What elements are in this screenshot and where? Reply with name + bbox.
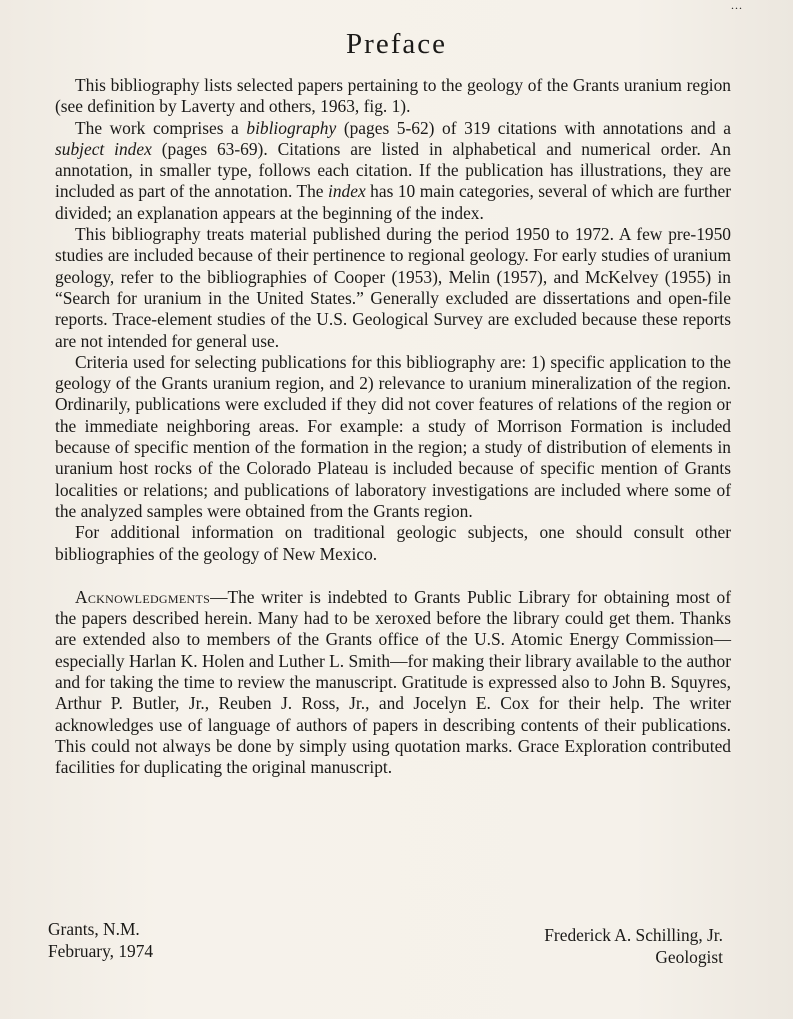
text-run: (pages 5-62) of 319 citations with annotations and a bbox=[336, 117, 732, 138]
place-and-date bbox=[48, 919, 153, 962]
author-name: Frederick A. Schilling, Jr. bbox=[544, 925, 723, 945]
place: Grants, N.M. bbox=[48, 919, 140, 939]
corner-mark: ... bbox=[731, 0, 743, 12]
text-run: For additional information on traditional geologic subjects, one should consult other bibliographies of the geology of New Mexico. bbox=[55, 522, 731, 564]
paragraph bbox=[55, 522, 731, 565]
paragraph bbox=[55, 75, 731, 118]
italic-text: bibliography bbox=[246, 117, 337, 138]
paragraph bbox=[55, 224, 731, 352]
italic-text: subject index bbox=[55, 138, 152, 159]
acknowledgments-paragraph bbox=[55, 587, 731, 779]
text-run: The work comprises a bbox=[75, 117, 247, 138]
paragraph bbox=[55, 352, 731, 522]
preface-body bbox=[55, 75, 731, 779]
signature-block bbox=[544, 925, 723, 968]
text-run: has 10 main categories, several of which are further divided; an explanation appears at the beginning of the index. bbox=[55, 181, 731, 223]
date: February, 1974 bbox=[48, 940, 154, 961]
text-run: (pages 63-69). Citations are listed in alphabetical and numerical order. An annotation, in smaller type, follows each citation. If the publication has illustrations, they are included as part of the annotation. The bbox=[55, 138, 731, 202]
paragraph bbox=[55, 118, 731, 224]
text-run: This bibliography lists selected papers pertaining to the geology of the Grants uranium region (see definition by Laverty and others, 1963, fig. 1). bbox=[55, 75, 731, 117]
page-title: Preface bbox=[346, 28, 447, 60]
acknowledgments-text: —The writer is indebted to Grants Public Library for obtaining most of the papers described herein. Many had to be xeroxed before the library could get them. Thanks are extended also to members of the Grants office of the U.S. Atomic Energy Commission—especially Harlan K. Holen and Luther L. Smith—for making their library available to the author and for taking the time to review the manuscript. Gratitude is expressed also to John B. Squyres, Arthur P. Butler, Jr., Reuben J. Ross, Jr., and Jocelyn E. Cox for their help. The writer acknowledges use of language of authors of papers in describing contents of their publications. This could not always be done by simply using quotation marks. Grace Exploration contributed facilities for duplicating the original manuscript. bbox=[55, 586, 731, 778]
italic-text: index bbox=[328, 181, 366, 202]
author-title: Geologist bbox=[655, 946, 723, 967]
text-run: This bibliography treats material published during the period 1950 to 1972. A few pre-1950 studies are included because of their pertinence to regional geology. For early studies of uranium geology, refer to the bibliographies of Cooper (1953), Melin (1957), and McKelvey (1955) in “Search for uranium in the United States.” Generally excluded are dissertations and open-file reports. Trace-element studies of the U.S. Geological Survey are excluded because these reports are not intended for general use. bbox=[55, 224, 731, 351]
text-run: Criteria used for selecting publications for this bibliography are: 1) specific application to the geology of the Grants uranium region, and 2) relevance to uranium mineralization of the region. Ordinarily, publications were excluded if they did not cover features of relations of the region or the immediate neighboring areas. For example: a study of Morrison Formation is included because of specific mention of the formation in the region; a study of distribution of elements in uranium host rocks of the Colorado Plateau is included because of specific mention of Grants localities or relations; and publications of laboratory investigations are included where some of the analyzed samples were obtained from the Grants region. bbox=[55, 351, 731, 521]
acknowledgments-heading: Acknowledgments bbox=[75, 586, 211, 607]
